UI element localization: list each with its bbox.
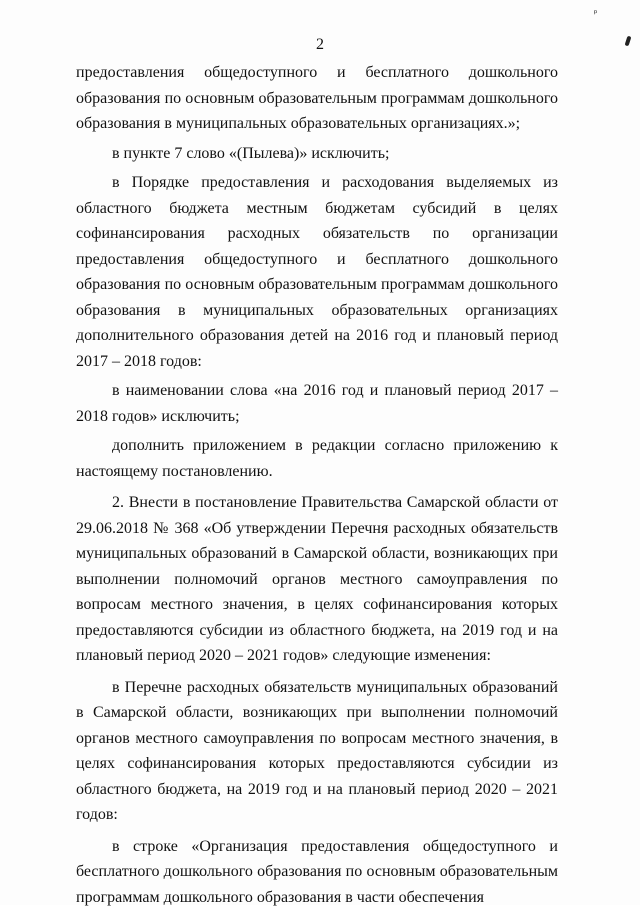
corner-mark: ᵖ	[593, 9, 598, 19]
paragraph-6: 2. Внести в постановление Правительства Самарской области от 29.06.2018 № 368 «Об утверждении Перечня расходных обязательств муниципальных образований в Самарской области, возникающих при выполнении полномочий органов местного самоуправления по вопросам местного значения, в целях софинансирования которых предоставляются субсидии из областного бюджета, на 2019 год и на плановый период 2020 – 2021 годов» следующие изменения:	[76, 490, 558, 669]
paragraph-7: в Перечне расходных обязательств муниципальных образований в Самарской области, возникающих при выполнении полномочий органов местного самоуправления по вопросам местного значения, в целях софинансирования которых предоставляются субсидии из областного бюджета, на 2019 год и на плановый период 2020 – 2021 годов:	[76, 675, 558, 828]
document-body	[76, 60, 558, 910]
page-number: 2	[0, 36, 640, 54]
paragraph-3: в Порядке предоставления и расходования выделяемых из областного бюджета местным бюджетам субсидий в целях софинансирования расходных обязательств по организации предоставления общедоступного и бесплатного дошкольного образования по основным образовательным программам дошкольного образования в муниципальных образовательных организациях дополнительного образования детей на 2016 год и плановый период 2017 – 2018 годов:	[76, 170, 558, 374]
paragraph-8: в строке «Организация предоставления общедоступного и бесплатного дошкольного образования по основным образовательным программам дошкольного образования в части обеспечения	[76, 834, 558, 910]
paragraph-2: в пункте 7 слово «(Пылева)» исключить;	[76, 141, 558, 167]
paragraph-1: предоставления общедоступного и бесплатного дошкольного образования по основным образовательным программам дошкольного образования в муниципальных образовательных организациях.»;	[76, 60, 558, 137]
paragraph-5: дополнить приложением в редакции согласно приложению к настоящему постановлению.	[76, 433, 558, 484]
paragraph-4: в наименовании слова «на 2016 год и плановый период 2017 – 2018 годов» исключить;	[76, 378, 558, 429]
